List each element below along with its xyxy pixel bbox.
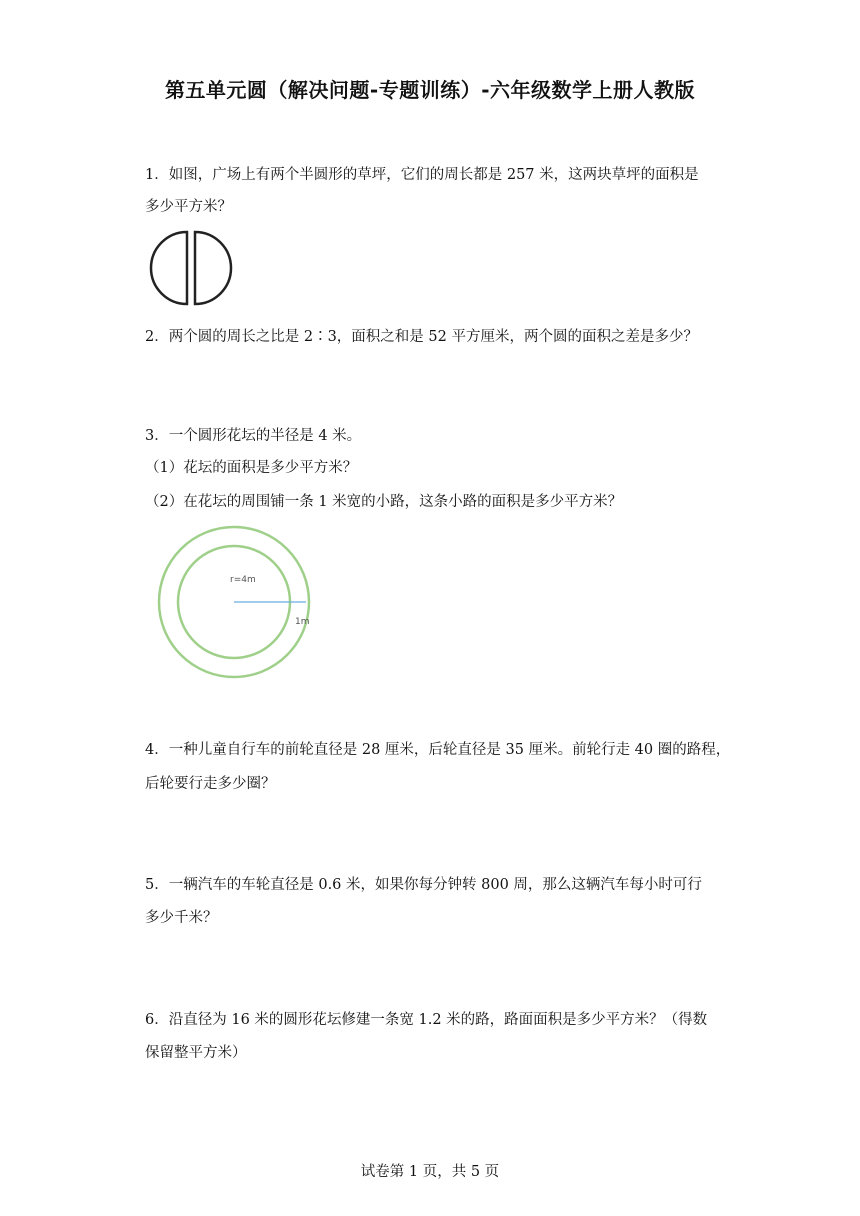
question-2-line-1: 2．两个圆的周长之比是 2∶3，面积之和是 52 平方厘米，两个圆的面积之差是多少？ [145, 329, 698, 345]
question-3-line-1: 3．一个圆形花坛的半径是 4 米。 [145, 428, 362, 444]
question-3-sub-1: （1）花坛的面积是多少平方米？ [145, 460, 358, 476]
two-semicircles-figure [145, 228, 237, 308]
left-semicircle [151, 232, 187, 304]
radius-label: r=4m [230, 575, 256, 585]
question-4-line-1: 4．一种儿童自行车的前轮直径是 28 厘米，后轮直径是 35 厘米。前轮行走 40 圈的路程， [145, 742, 731, 758]
question-number: 6． [145, 1012, 169, 1028]
question-number: 5． [145, 877, 169, 893]
right-semicircle [195, 232, 231, 304]
question-1-line-2: 多少平方米？ [145, 199, 232, 215]
question-5-line-2: 多少千米？ [145, 910, 218, 926]
flowerbed-ring-figure [150, 522, 335, 682]
page-footer: 试卷第 1 页，共 5 页 [360, 1164, 500, 1180]
page-title: 第五单元圆（解决问题-专题训练）-六年级数学上册人教版 [164, 78, 696, 102]
question-number: 1． [145, 167, 169, 183]
question-4-line-2: 后轮要行走多少圈？ [145, 776, 276, 792]
question-6-line-2: 保留整平方米） [145, 1045, 247, 1061]
question-3-sub-2: （2）在花坛的周围铺一条 1 米宽的小路，这条小路的面积是多少平方米？ [145, 494, 623, 510]
path-width-label: 1m [295, 617, 310, 627]
question-number: 4． [145, 742, 169, 758]
question-5-line-1: 5．一辆汽车的车轮直径是 0.6 米，如果你每分钟转 800 周，那么这辆汽车每小时可行 [145, 877, 702, 893]
question-number: 2． [145, 329, 169, 345]
question-1-line-1: 1．如图，广场上有两个半圆形的草坪，它们的周长都是 257 米，这两块草坪的面积是 [145, 167, 699, 183]
question-number: 3． [145, 428, 169, 444]
question-6-line-1: 6．沿直径为 16 米的圆形花坛修建一条宽 1.2 米的路，路面面积是多少平方米？（得数 [145, 1012, 708, 1028]
